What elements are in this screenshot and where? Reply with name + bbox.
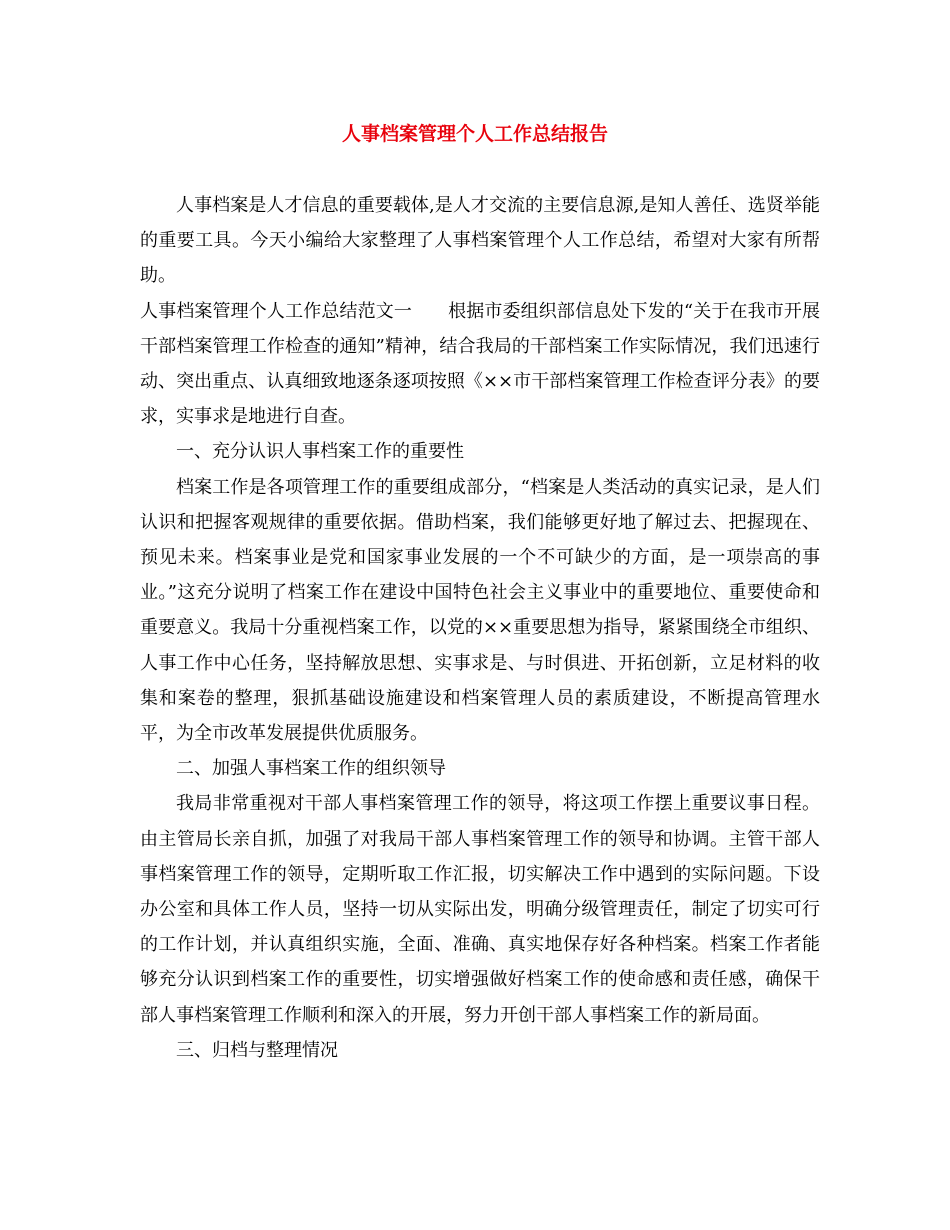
section-heading: 三、归档与整理情况 (176, 1039, 338, 1061)
section-heading: 一、充分认识人事档案工作的重要性 (176, 441, 464, 463)
sample-body: 根据市委组织部信息处下发的“关于在我市开展干部档案管理工作检查的通知”精神，结合我局的干部档案工作实际情况，我们迅速行动、突出重点、认真细致地逐条逐项按照《××市干部档案管理工作检查评分表》的要求，实事求是地进行自查。 (140, 300, 820, 428)
section-heading: 二、加强人事档案工作的组织领导 (176, 758, 446, 780)
document-title: 人事档案管理个人工作总结报告 (341, 123, 608, 145)
document-body (140, 188, 820, 1068)
section-paragraph: 档案工作是各项管理工作的重要组成部分，“档案是人类活动的真实记录，是人们认识和把握客观规律的重要依据。借助档案，我们能够更好地了解过去、把握现在、预见未来。档案事业是党和国家事业发展的一个不可缺少的方面，是一项崇高的事业。”这充分说明了档案工作在建设中国特色社会主义事业中的重要地位、重要使命和重要意义。我局十分重视档案工作，以党的××重要思想为指导，紧紧围绕全市组织、人事工作中心任务，坚持解放思想、实事求是、与时俱进、开拓创新，立足材料的收集和案卷的整理，狠抓基础设施建设和档案管理人员的素质建设，不断提高管理水平，为全市改革发展提供优质服务。 (140, 476, 820, 745)
sample-heading: 人事档案管理个人工作总结范文一 (140, 300, 412, 322)
intro-paragraph: 人事档案是人才信息的重要载体,是人才交流的主要信息源,是知人善任、选贤举能的重要工具。今天小编给大家整理了人事档案管理个人工作总结，希望对大家有所帮助。 (140, 195, 820, 287)
sample-paragraph (140, 294, 820, 435)
section-paragraph: 我局非常重视对干部人事档案管理工作的领导，将这项工作摆上重要议事日程。由主管局长亲自抓，加强了对我局干部人事档案管理工作的领导和协调。主管干部人事档案管理工作的领导，定期听取工作汇报，切实解决工作中遇到的实际问题。下设办公室和具体工作人员，坚持一切从实际出发，明确分级管理责任，制定了切实可行的工作计划，并认真组织实施，全面、准确、真实地保存好各种档案。档案工作者能够充分认识到档案工作的重要性，切实增强做好档案工作的使命感和责任感，确保干部人事档案管理工作顺利和深入的开展，努力开创干部人事档案工作的新局面。 (140, 793, 820, 1026)
